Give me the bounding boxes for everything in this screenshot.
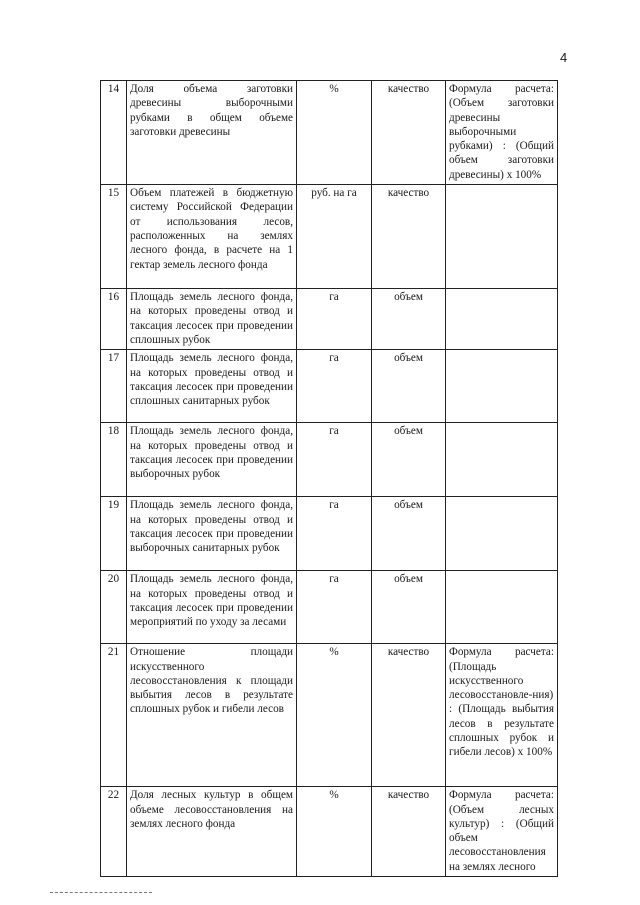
unit: % bbox=[297, 787, 372, 877]
calculation-formula bbox=[446, 571, 558, 644]
calculation-formula bbox=[446, 289, 558, 350]
table-row bbox=[101, 81, 558, 185]
row-number: 19 bbox=[101, 497, 127, 571]
unit: га bbox=[297, 571, 372, 644]
row-number: 20 bbox=[101, 571, 127, 644]
calculation-formula bbox=[446, 350, 558, 423]
indicator-name: Площадь земель лесного фонда, на которых проведены отвод и таксация лесосек при проведении мероприятий по уходу за лесами bbox=[127, 571, 297, 644]
calculation-formula bbox=[446, 497, 558, 571]
indicator-name: Площадь земель лесного фонда, на которых проведены отвод и таксация лесосек при проведении сплошных рубок bbox=[127, 289, 297, 350]
indicator-name: Доля объема заготовки древесины выборочными рубками в общем объеме заготовки древесины bbox=[127, 81, 297, 185]
table-row bbox=[101, 787, 558, 877]
indicator-type: объем bbox=[372, 423, 446, 497]
row-number: 15 bbox=[101, 185, 127, 289]
calculation-formula bbox=[446, 185, 558, 289]
row-number: 17 bbox=[101, 350, 127, 423]
unit: руб. на га bbox=[297, 185, 372, 289]
footer-divider bbox=[50, 892, 152, 893]
calculation-formula: Формула расчета: (Объем лесных культур) : (Общий объем лесовосстановления на землях лесного bbox=[446, 787, 558, 877]
indicator-type: объем bbox=[372, 350, 446, 423]
unit: % bbox=[297, 644, 372, 787]
table-row bbox=[101, 571, 558, 644]
row-number: 16 bbox=[101, 289, 127, 350]
indicator-type: качество bbox=[372, 185, 446, 289]
indicator-type: объем bbox=[372, 571, 446, 644]
table-row bbox=[101, 644, 558, 787]
indicator-name: Объем платежей в бюджетную систему Российской Федерации от использования лесов, расположенных на землях лесного фонда, в расчете на 1 гектар земель лесного фонда bbox=[127, 185, 297, 289]
unit: га bbox=[297, 289, 372, 350]
unit: га bbox=[297, 350, 372, 423]
calculation-formula: Формула расчета: (Площадь искусственного лесовосстановле-ния) : (Площадь выбытия лесов в результате сплошных рубок и гибели лесов) х 100% bbox=[446, 644, 558, 787]
indicator-type: качество bbox=[372, 644, 446, 787]
table-row bbox=[101, 185, 558, 289]
calculation-formula bbox=[446, 423, 558, 497]
row-number: 22 bbox=[101, 787, 127, 877]
indicator-name: Доля лесных культур в общем объеме лесовосстановления на землях лесного фонда bbox=[127, 787, 297, 877]
row-number: 18 bbox=[101, 423, 127, 497]
indicator-type: качество bbox=[372, 81, 446, 185]
indicator-name: Площадь земель лесного фонда, на которых проведены отвод и таксация лесосек при проведении сплошных санитарных рубок bbox=[127, 350, 297, 423]
calculation-formula: Формула расчета: (Объем заготовки древесины выборочными рубками) : (Общий объем заготовки древесины) х 100% bbox=[446, 81, 558, 185]
unit: % bbox=[297, 81, 372, 185]
indicator-type: объем bbox=[372, 497, 446, 571]
indicator-name: Отношение площади искусственного лесовосстановления к площади выбытия лесов в результате сплошных рубок и гибели лесов bbox=[127, 644, 297, 787]
indicators-table bbox=[100, 80, 558, 877]
unit: га bbox=[297, 423, 372, 497]
unit: га bbox=[297, 497, 372, 571]
table-row bbox=[101, 423, 558, 497]
row-number: 21 bbox=[101, 644, 127, 787]
table-row bbox=[101, 497, 558, 571]
indicator-name: Площадь земель лесного фонда, на которых проведены отвод и таксация лесосек при проведении выборочных рубок bbox=[127, 423, 297, 497]
row-number: 14 bbox=[101, 81, 127, 185]
indicator-type: качество bbox=[372, 787, 446, 877]
table-row bbox=[101, 350, 558, 423]
page-number: 4 bbox=[560, 50, 568, 65]
table-row bbox=[101, 289, 558, 350]
indicator-type: объем bbox=[372, 289, 446, 350]
indicator-name: Площадь земель лесного фонда, на которых проведены отвод и таксация лесосек при проведении выборочных санитарных рубок bbox=[127, 497, 297, 571]
